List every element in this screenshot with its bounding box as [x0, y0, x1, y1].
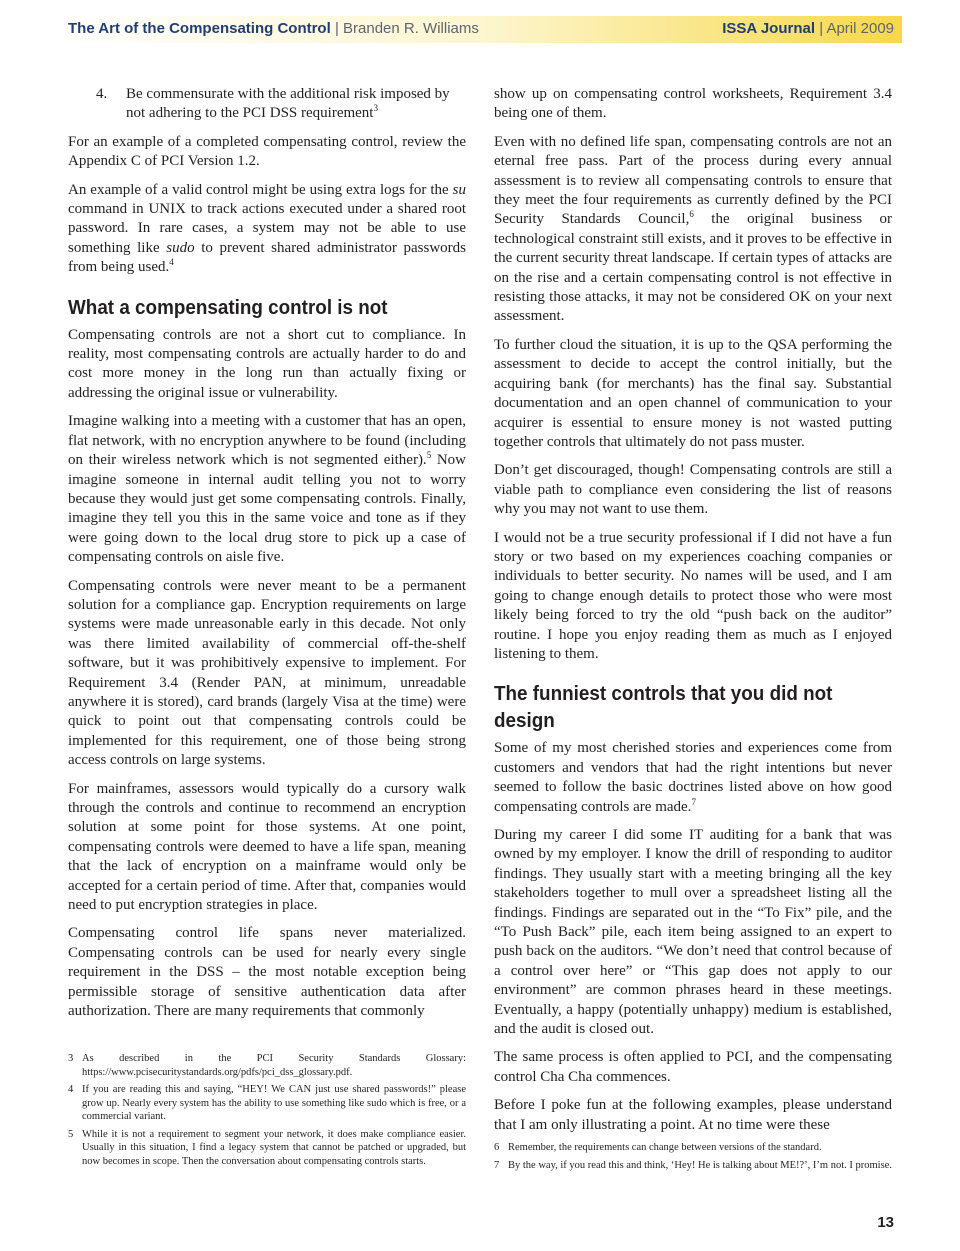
section-heading: The funniest controls that you did not design: [494, 682, 833, 733]
header-left: [68, 20, 479, 37]
paragraph: An example of a valid control might be using extra logs for the su command in UNIX to track actions executed under a shared root password. In rare cases, a system may not be able to use something like sudo to prevent shared administrator passwords from being used.$^4$: [68, 181, 467, 276]
paragraph: show up on compensating control worksheets, Requirement 3.4 being one of them.: [494, 86, 892, 122]
footnote-text: If you are reading this and saying, “HEY! We CAN just use shared passwords!” please grow up. Nearly every system has the ability to use something like sudo which is free, or a commercial variant.: [82, 1084, 466, 1122]
paragraph: I would not be a true security professional if I did not have a fun story or two based on my experiences coaching companies or individuals to better security. No names will be used, and I am going to change enough details to protect those who were most likely being forced to try the old “push back on the auditor” routine. I hope you enjoy reading them as much as I enjoyed listening to them.: [494, 529, 892, 662]
paragraph: For an example of a completed compensating control, review the Appendix C of PCI Version 1.2.: [68, 133, 466, 170]
footnote-ref: 4: [169, 257, 174, 268]
paragraph: Before I poke fun at the following examples, please understand that I am only illustrating a point. At no time were these: [494, 1097, 892, 1133]
code-term-su: su: [452, 181, 467, 198]
header-separator-left: |: [334, 20, 339, 37]
paragraph: The same process is often applied to PCI, and the compensating control Cha Cha commences.: [494, 1049, 892, 1085]
footnote: [494, 1159, 892, 1173]
paragraph: Compensating controls were never meant to be a permanent solution for a compliance gap. Encryption requirements on large systems were made unreasonable early in this decade. Not only was there limited availability of commercial off-the-shelf software, but it was prohibitively expensive to implement. For Requirement 3.4 (Render PAN, at minimum, unreadable anywhere it is stored), card brands (largely Visa at the time) were quick to point out that compensating controls could be implemented for this requirement, one of those being strong access controls on large systems.: [68, 577, 466, 769]
footnote-ref: 5: [426, 450, 432, 461]
article-title: The Art of the Compensating Control: [68, 20, 331, 37]
header-separator-right: |: [819, 20, 824, 37]
footnote: [494, 1141, 892, 1155]
code-term-sudo: sudo: [166, 239, 195, 256]
page-number: 13: [877, 1214, 894, 1231]
paragraph: For mainframes, assessors would typically do a cursory walk through the controls and continue to recommend an encryption solution at some point for those systems. At one point, compensating controls were deemed to have a life span, meaning that the lack of encryption on a mainframe would only be accepted for a certain period of time. After that, companies would need to put encryption strategies in place.: [68, 780, 466, 914]
footnotes-right: [494, 1141, 892, 1176]
footnote-number: 4: [68, 1084, 74, 1095]
footnote-text: As described in the PCI Security Standards Glossary: https://www.pcisecuritystandards.org/pdfs/pci_dss_glossary.pdf.: [82, 1053, 466, 1078]
item-text: [126, 85, 466, 124]
paragraph: During my career I did some IT auditing for a bank that was owned by my employer. I know the drill of responding to auditor findings. They usually start with a meeting bringing all the key stakeholders together to mull over a spreadsheet listing all the findings. Findings are separated out in the “To Fix” pile, and the “To Push Back” pile, each item being assigned to an expert to push back on the auditors. “We don’t need that control because of a control over here” or “This gap does not apply to our environment” are common phrases heard in these meetings. Eventually, a happy (potentially unhappy) medium is established, and the audit is closed out.: [494, 827, 892, 1038]
paragraph: Don’t get discouraged, though! Compensating controls are still a viable path to compliance even considering the list of reasons why you may not want to use them.: [494, 462, 892, 518]
paragraph: To further cloud the situation, it is up to the QSA performing the assessment to decide to accept the control initially, but the acquiring bank (for merchants) has the final say. Substantial documentation and an open channel of communication to your acquirer is essential to ensure money is not wasted putting together controls that ultimately do not pass muster.: [494, 336, 892, 450]
footnote: [68, 1083, 466, 1124]
footnote-number: 3: [68, 1053, 74, 1064]
item-text-body: Be commensurate with the additional risk imposed by not adhering to the PCI DSS requirement: [126, 86, 450, 122]
left-column: [68, 85, 466, 1030]
paragraph: Even with no defined life span, compensating controls are not an eternal free pass. Part of the process during every annual assessment is to review all compensating controls to ensure that they meet the four requirements as currently defined by the PCI Security Standards Council,$^6$ the original business or technological constraint still exists, and it proves to be effective in the current security threat landscape. If certain types of attacks are on the rise and a certain compensating control is not effective in resisting those attacks, it may not be considered OK on your next assessment.: [494, 133, 892, 325]
footnote-text: Remember, the requirements can change between versions of the standard.: [508, 1142, 822, 1153]
article-author: Branden R. Williams: [343, 20, 479, 37]
paragraph: Imagine walking into a meeting with a customer that has an open, flat network, with no encryption anywhere to be found (including on their wireless network which is not segmented either).$^5$ Now imagine someone in internal audit telling you not to worry because they would just get some compensating controls. Finally, imagine they tell you this in the same voice and tone as if they were going down to the local drug store to pick up a case of compensating controls on aisle five.: [68, 413, 466, 566]
paragraph: Some of my most cherished stories and experiences come from customers and vendors that had the right intentions but never seemed to follow the basic doctrines listed above on how good compensating controls are made.$^7$: [494, 740, 892, 815]
footnote-text: By the way, if you read this and think, ‘Hey! He is talking about ME!?’, I’m not. I promise.: [508, 1159, 892, 1171]
footnote-ref: 3: [373, 103, 378, 114]
footnotes-left: [68, 1052, 466, 1172]
section-heading: What a compensating control is not: [68, 295, 388, 319]
footnote: [68, 1128, 466, 1169]
issue-date: April 2009: [826, 20, 894, 37]
header-right: [722, 20, 894, 37]
paragraph: Compensating controls are not a short cut to compliance. In reality, most compensating controls are actually harder to do and cost more money in the long run than actually fixing or addressing the original issue or vulnerability.: [68, 326, 466, 401]
footnote-ref: 7: [691, 796, 696, 807]
right-column: [494, 85, 892, 1144]
footnote-number: 7: [494, 1159, 500, 1171]
footnote-text: While it is not a requirement to segment your network, it does make compliance easier. Usually in this situation, I find a legacy system that cannot be patched or upgraded, but now becomes in scope. Then the conversation about compensating controls starts.: [82, 1128, 466, 1167]
requirement-item-4: [68, 85, 466, 124]
footnote-number: 5: [68, 1128, 74, 1140]
footnote-number: 6: [494, 1142, 500, 1153]
running-header: [60, 16, 902, 43]
paragraph: Compensating control life spans never materialized. Compensating controls can be used for nearly every single requirement in the DSS – the most notable exception being permissible storage of sensitive authentication data after authorization. There are many requirements that commonly: [68, 925, 466, 1020]
item-number: 4.: [96, 86, 108, 102]
journal-name: ISSA Journal: [722, 20, 816, 37]
footnote-ref: 6: [689, 209, 694, 220]
footnote: [68, 1052, 466, 1079]
